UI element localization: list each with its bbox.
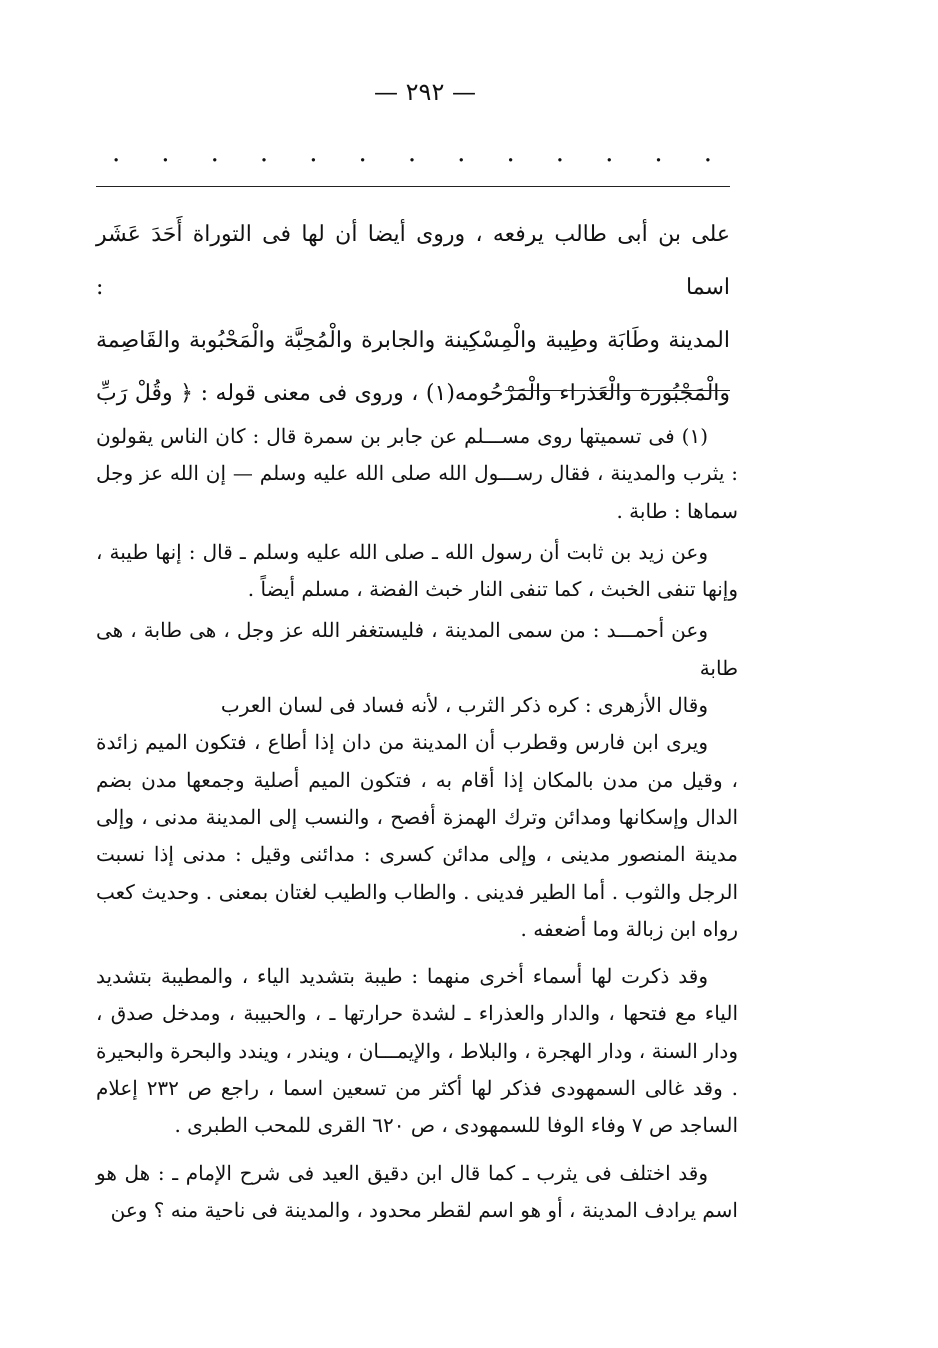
footnote-paragraph: (١) فى تسميتها روى مســـلم عن جابر بن سمرة قال : كان الناس يقولون : يثرب والمدينة ، فقال رســـول الله صلى الله عليه وسلم — إن الله عز وجل سماها : طابة . [96,424,738,523]
footnote-paragraph: وقال الأزهرى : كره ذكر الثرب ، لأنه فساد فى لسان العرب [220,693,708,718]
top-rule [96,186,730,187]
footnotes [96,418,738,1229]
main-line: والْمَجْبُورة والْعَذراء والْمَرْحُومه(١) ، وروى فى معنى قوله : ﴿ وقُلْ رَبِّ [96,381,731,406]
footnote-paragraph: وعن أحمـــد : من سمى المدينة ، فليستغفر الله عز وجل ، هى طابة ، هى طابة [96,618,738,680]
footnote-paragraph: وعن زيد بن ثابت أن رسول الله ـ صلى الله عليه وسلم ـ قال : إنها طيبة ، وإنها تنفى الخبث ، كما تنفى النار خبث الفضة ، مسلم أيضاً . [96,539,738,602]
footnote-paragraph: وقد اختلف فى يثرب ـ كما قال ابن دقيق العيد فى شرح الإمام ـ : هل هو اسم يرادف المدينة ، أو هو اسم لقطر محدود ، والمدينة فى ناحية منه ؟ وعن [96,1160,738,1222]
footnote-paragraph: وقد ذكرت لها أسماء أخرى منهما : طيبة بتشديد الياء ، والمطيبة بتشديد الياء مع فتحها ، والدار والعذراء ـ لشدة حرارتها ـ ، والحبيبة ، ومدخل صدق ، ودار السنة ، ودار الهجرة ، والبلاط ، والإيمـــان ، ويندر ، ويندد والبحرة والبحيرة . وقد غالى السمهودى فذكر لها أكثر من تسعين اسما ، راجع ص ٢٣٢ إعلام الساجد ص ٧ وفاء الوفا للسمهودى ، ص ٦٢٠ القرى للمحب الطبرى . [96,964,738,1138]
footnote-separator [505,390,730,391]
main-line: على بن أبى طالب يرفعه ، وروى أيضا أن لها فى التوراة أَحَدَ عَشَر اسما : [96,222,730,300]
ellipsis-dots: . . . . . . . . . . . . . [112,138,712,168]
main-line: المدينة وطَابَة وطِيبة والْمِسْكِينة والجابرة والْمُحِبَّة والْمَحْبُوبة والقَاصِمة [96,328,730,353]
main-text [96,208,730,420]
page-number: — ٢٩٢ — [374,78,476,106]
footnote-paragraph: ويرى ابن فارس وقطرب أن المدينة من دان إذا أطاع ، فتكون الميم زائدة ، وقيل من مدن بالمكان إذا أقام به ، فتكون الميم أصلية وجمعها مدن بضم الدال وإسكانها ومدائن وترك الهمزة أفصح ، والنسب إلى المدينة مدنى ، وإلى مدينة المنصور مدينى ، وإلى مدائن كسرى : مدائنى وقيل : مدنى إذا نسبت الرجل والثوب . أما الطير فدينى . والطاب والطيب لغتان بمعنى . وحديث كعب رواه ابن زبالة وما أضعفه . [96,730,738,941]
